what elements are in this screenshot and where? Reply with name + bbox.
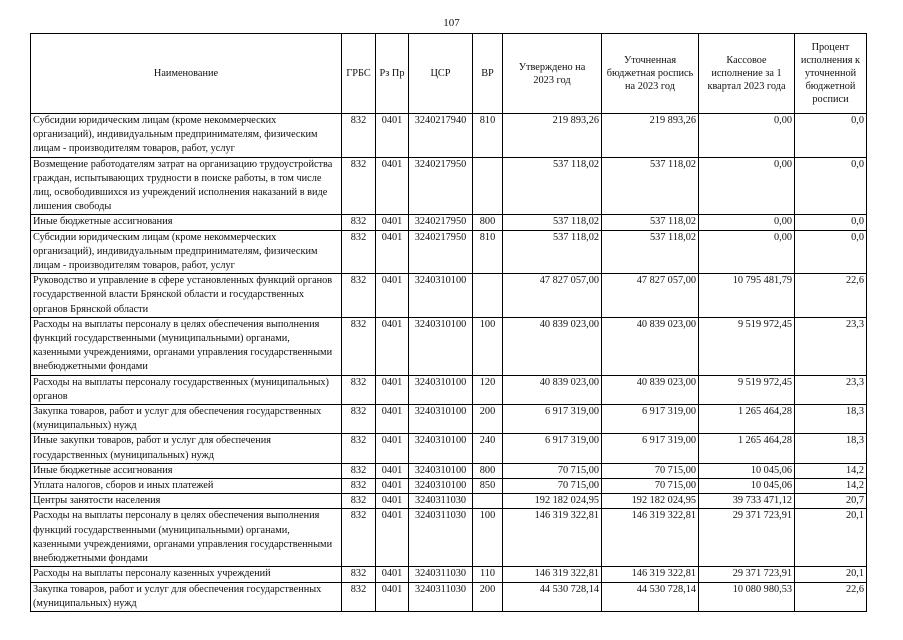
cell-percent: 0,0 <box>795 157 867 215</box>
table-row <box>31 230 867 274</box>
cell-rzpr: 0401 <box>376 274 409 318</box>
cell-grbs: 832 <box>342 509 376 567</box>
cell-grbs: 832 <box>342 479 376 494</box>
cell-vr: 810 <box>473 230 503 274</box>
cell-rzpr: 0401 <box>376 375 409 404</box>
cell-csr: 3240217950 <box>409 230 473 274</box>
cell-approved: 70 715,00 <box>503 463 602 478</box>
cell-percent: 20,1 <box>795 509 867 567</box>
header-grbs: ГРБС <box>342 34 376 114</box>
cell-executed: 9 519 972,45 <box>699 317 795 375</box>
cell-revised: 70 715,00 <box>602 463 699 478</box>
cell-executed: 10 080 980,53 <box>699 582 795 611</box>
cell-name: Расходы на выплаты персоналу казенных учреждений <box>31 567 342 582</box>
cell-vr: 240 <box>473 434 503 463</box>
cell-revised: 146 319 322,81 <box>602 567 699 582</box>
header-vr: ВР <box>473 34 503 114</box>
cell-executed: 0,00 <box>699 230 795 274</box>
cell-percent: 18,3 <box>795 405 867 434</box>
cell-grbs: 832 <box>342 463 376 478</box>
header-name: Наименование <box>31 34 342 114</box>
cell-vr: 800 <box>473 215 503 230</box>
cell-percent: 23,3 <box>795 375 867 404</box>
cell-percent: 23,3 <box>795 317 867 375</box>
cell-vr: 810 <box>473 114 503 158</box>
table-row <box>31 405 867 434</box>
cell-rzpr: 0401 <box>376 494 409 509</box>
cell-executed: 29 371 723,91 <box>699 509 795 567</box>
cell-approved: 6 917 319,00 <box>503 434 602 463</box>
cell-revised: 70 715,00 <box>602 479 699 494</box>
cell-revised: 537 118,02 <box>602 230 699 274</box>
cell-grbs: 832 <box>342 375 376 404</box>
cell-grbs: 832 <box>342 114 376 158</box>
cell-rzpr: 0401 <box>376 509 409 567</box>
cell-revised: 47 827 057,00 <box>602 274 699 318</box>
table-row <box>31 567 867 582</box>
cell-grbs: 832 <box>342 567 376 582</box>
cell-executed: 9 519 972,45 <box>699 375 795 404</box>
cell-approved: 146 319 322,81 <box>503 567 602 582</box>
budget-table <box>30 33 867 612</box>
cell-rzpr: 0401 <box>376 405 409 434</box>
table-row <box>31 494 867 509</box>
cell-vr: 100 <box>473 509 503 567</box>
cell-rzpr: 0401 <box>376 463 409 478</box>
page-number: 107 <box>443 17 460 29</box>
cell-approved: 47 827 057,00 <box>503 274 602 318</box>
cell-executed: 10 045,06 <box>699 479 795 494</box>
table-row <box>31 215 867 230</box>
cell-executed: 0,00 <box>699 114 795 158</box>
cell-vr <box>473 274 503 318</box>
cell-executed: 39 733 471,12 <box>699 494 795 509</box>
cell-percent: 20,1 <box>795 567 867 582</box>
cell-csr: 3240310100 <box>409 317 473 375</box>
cell-approved: 40 839 023,00 <box>503 375 602 404</box>
cell-csr: 3240310100 <box>409 434 473 463</box>
cell-executed: 10 795 481,79 <box>699 274 795 318</box>
cell-percent: 0,0 <box>795 230 867 274</box>
cell-csr: 3240310100 <box>409 274 473 318</box>
cell-rzpr: 0401 <box>376 317 409 375</box>
header-csr: ЦСР <box>409 34 473 114</box>
cell-csr: 3240217950 <box>409 157 473 215</box>
cell-vr <box>473 157 503 215</box>
cell-approved: 219 893,26 <box>503 114 602 158</box>
cell-executed: 29 371 723,91 <box>699 567 795 582</box>
table-row <box>31 434 867 463</box>
cell-csr: 3240310100 <box>409 405 473 434</box>
cell-approved: 70 715,00 <box>503 479 602 494</box>
table-header-row <box>31 34 867 114</box>
cell-csr: 3240311030 <box>409 582 473 611</box>
cell-csr: 3240217950 <box>409 215 473 230</box>
cell-approved: 537 118,02 <box>503 157 602 215</box>
cell-vr: 850 <box>473 479 503 494</box>
cell-grbs: 832 <box>342 274 376 318</box>
cell-executed: 10 045,06 <box>699 463 795 478</box>
cell-revised: 6 917 319,00 <box>602 434 699 463</box>
table-row <box>31 375 867 404</box>
cell-rzpr: 0401 <box>376 479 409 494</box>
cell-name: Центры занятости населения <box>31 494 342 509</box>
cell-rzpr: 0401 <box>376 215 409 230</box>
cell-name: Иные закупки товаров, работ и услуг для обеспечения государственных (муниципальных) нужд <box>31 434 342 463</box>
cell-percent: 14,2 <box>795 463 867 478</box>
cell-name: Закупка товаров, работ и услуг для обеспечения государственных (муниципальных) нужд <box>31 405 342 434</box>
cell-name: Расходы на выплаты персоналу в целях обеспечения выполнения функций государственными (муниципальными) органами, казенными учреждениями, органами управления государственными внебюджетными фондами <box>31 317 342 375</box>
cell-executed: 0,00 <box>699 215 795 230</box>
cell-revised: 219 893,26 <box>602 114 699 158</box>
cell-revised: 44 530 728,14 <box>602 582 699 611</box>
cell-percent: 14,2 <box>795 479 867 494</box>
cell-grbs: 832 <box>342 157 376 215</box>
cell-rzpr: 0401 <box>376 114 409 158</box>
cell-name: Возмещение работодателям затрат на организацию трудоустройства граждан, испытывающих трудности в поиске работы, в том числе лиц, освободившихся из учреждений исполнения наказаний в виде лишения свободы <box>31 157 342 215</box>
cell-grbs: 832 <box>342 434 376 463</box>
cell-approved: 40 839 023,00 <box>503 317 602 375</box>
cell-executed: 1 265 464,28 <box>699 405 795 434</box>
cell-approved: 146 319 322,81 <box>503 509 602 567</box>
table-row <box>31 157 867 215</box>
cell-grbs: 832 <box>342 582 376 611</box>
cell-name: Руководство и управление в сфере установленных функций органов государственной власти Брянской области и государственных органов Брянской области <box>31 274 342 318</box>
cell-csr: 3240311030 <box>409 567 473 582</box>
cell-percent: 22,6 <box>795 274 867 318</box>
cell-name: Иные бюджетные ассигнования <box>31 215 342 230</box>
cell-vr: 200 <box>473 405 503 434</box>
cell-approved: 6 917 319,00 <box>503 405 602 434</box>
cell-percent: 0,0 <box>795 215 867 230</box>
cell-approved: 537 118,02 <box>503 215 602 230</box>
cell-name: Иные бюджетные ассигнования <box>31 463 342 478</box>
table-row <box>31 479 867 494</box>
cell-approved: 192 182 024,95 <box>503 494 602 509</box>
cell-percent: 20,7 <box>795 494 867 509</box>
cell-revised: 537 118,02 <box>602 157 699 215</box>
cell-executed: 1 265 464,28 <box>699 434 795 463</box>
header-executed: Кассовое исполнение за 1 квартал 2023 года <box>699 34 795 114</box>
cell-revised: 40 839 023,00 <box>602 375 699 404</box>
cell-executed: 0,00 <box>699 157 795 215</box>
table-row <box>31 114 867 158</box>
cell-csr: 3240311030 <box>409 494 473 509</box>
cell-csr: 3240310100 <box>409 479 473 494</box>
table-row <box>31 463 867 478</box>
cell-grbs: 832 <box>342 230 376 274</box>
cell-vr: 800 <box>473 463 503 478</box>
cell-approved: 44 530 728,14 <box>503 582 602 611</box>
cell-rzpr: 0401 <box>376 434 409 463</box>
cell-percent: 0,0 <box>795 114 867 158</box>
header-percent: Процент исполнения к уточненной бюджетной росписи <box>795 34 867 114</box>
cell-name: Уплата налогов, сборов и иных платежей <box>31 479 342 494</box>
cell-name: Расходы на выплаты персоналу государственных (муниципальных) органов <box>31 375 342 404</box>
cell-revised: 40 839 023,00 <box>602 317 699 375</box>
cell-revised: 192 182 024,95 <box>602 494 699 509</box>
table-row <box>31 509 867 567</box>
cell-revised: 6 917 319,00 <box>602 405 699 434</box>
cell-rzpr: 0401 <box>376 230 409 274</box>
cell-grbs: 832 <box>342 317 376 375</box>
header-rzpr: Рз Пр <box>376 34 409 114</box>
cell-rzpr: 0401 <box>376 582 409 611</box>
cell-revised: 146 319 322,81 <box>602 509 699 567</box>
cell-name: Субсидии юридическим лицам (кроме некоммерческих организаций), индивидуальным предпринимателям, физическим лицам - производителям товаров, работ, услуг <box>31 114 342 158</box>
table-row <box>31 317 867 375</box>
cell-name: Субсидии юридическим лицам (кроме некоммерческих организаций), индивидуальным предпринимателям, физическим лицам - производителям товаров, работ, услуг <box>31 230 342 274</box>
cell-name: Расходы на выплаты персоналу в целях обеспечения выполнения функций государственными (муниципальными) органами, казенными учреждениями, органами управления государственными внебюджетными фондами <box>31 509 342 567</box>
cell-percent: 18,3 <box>795 434 867 463</box>
cell-rzpr: 0401 <box>376 157 409 215</box>
header-revised: Уточненная бюджетная роспись на 2023 год <box>602 34 699 114</box>
cell-name: Закупка товаров, работ и услуг для обеспечения государственных (муниципальных) нужд <box>31 582 342 611</box>
cell-csr: 3240311030 <box>409 509 473 567</box>
cell-csr: 3240310100 <box>409 375 473 404</box>
table-row <box>31 274 867 318</box>
cell-vr: 200 <box>473 582 503 611</box>
cell-rzpr: 0401 <box>376 567 409 582</box>
cell-revised: 537 118,02 <box>602 215 699 230</box>
cell-vr <box>473 494 503 509</box>
cell-vr: 120 <box>473 375 503 404</box>
cell-vr: 100 <box>473 317 503 375</box>
cell-approved: 537 118,02 <box>503 230 602 274</box>
cell-csr: 3240310100 <box>409 463 473 478</box>
cell-grbs: 832 <box>342 215 376 230</box>
cell-grbs: 832 <box>342 494 376 509</box>
header-approved: Утверждено на 2023 год <box>503 34 602 114</box>
cell-grbs: 832 <box>342 405 376 434</box>
cell-percent: 22,6 <box>795 582 867 611</box>
cell-vr: 110 <box>473 567 503 582</box>
cell-csr: 3240217940 <box>409 114 473 158</box>
table-row <box>31 582 867 611</box>
